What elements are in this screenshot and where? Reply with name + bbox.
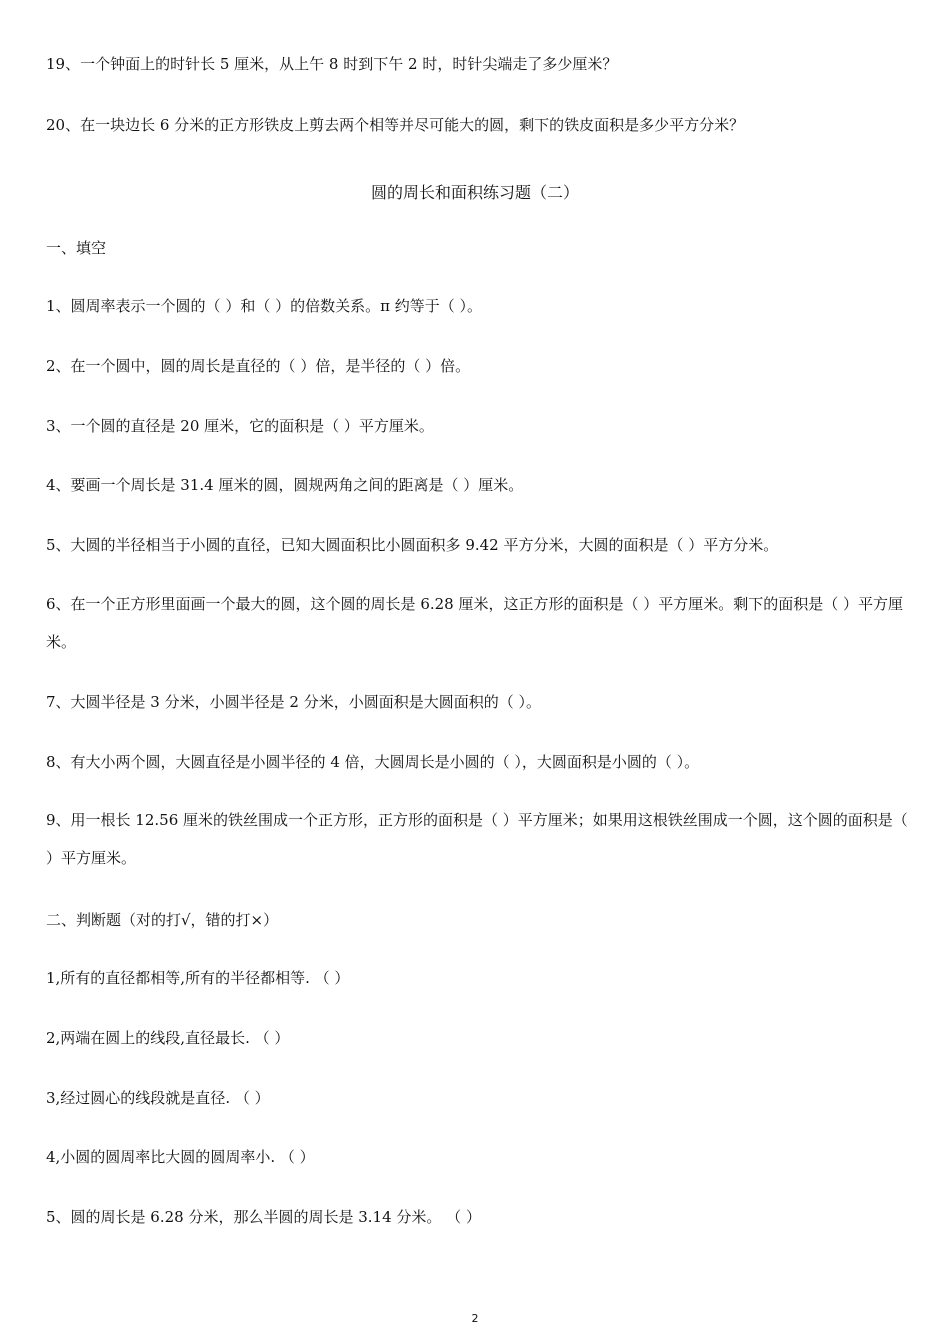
section-title: 圆的周长和面积练习题（二） — [370, 183, 579, 202]
judge-3: 3,经过圆心的线段就是直径. （ ） — [46, 1089, 270, 1107]
page-number: 2 — [471, 1312, 479, 1325]
judge-2: 2,两端在圆上的线段,直径最长. （ ） — [46, 1029, 290, 1047]
question-19: 19、一个钟面上的时针长 5 厘米，从上午 8 时到下午 2 时，时针尖端走了多少厘米？ — [46, 55, 618, 73]
judge-4: 4,小圆的圆周率比大圆的圆周率小. （ ） — [46, 1148, 315, 1166]
part2-heading: 二、判断题（对的打√，错的打×） — [46, 911, 279, 929]
judge-5: 5、圆的周长是 6.28 分米，那么半圆的周长是 3.14 分米。 （ ） — [46, 1208, 481, 1226]
judge-1: 1,所有的直径都相等,所有的半径都相等. （ ） — [46, 969, 350, 987]
part1-heading: 一、填空 — [46, 239, 107, 257]
fill-in-2: 2、在一个圆中，圆的周长是直径的（ ）倍，是半径的（ ）倍。 — [46, 357, 471, 375]
fill-in-7: 7、大圆半径是 3 分米，小圆半径是 2 分米，小圆面积是大圆面积的（ ）。 — [46, 693, 541, 711]
fill-in-3: 3、一个圆的直径是 20 厘米，它的面积是（ ）平方厘米。 — [46, 417, 434, 435]
fill-in-8: 8、有大小两个圆，大圆直径是小圆半径的 4 倍，大圆周长是小圆的（ ），大圆面积是小圆的（ ）。 — [46, 753, 700, 771]
fill-in-6: 6、在一个正方形里面画一个最大的圆，这个圆的周长是 6.28 厘米，这正方形的面积是（ ）平方厘米。剩下的面积是（ ）平方厘米。 — [46, 595, 904, 651]
fill-in-4: 4、要画一个周长是 31.4 厘米的圆，圆规两角之间的距离是（ ）厘米。 — [46, 476, 524, 494]
fill-in-5: 5、大圆的半径相当于小圆的直径，已知大圆面积比小圆面积多 9.42 平方分米，大圆的面积是（ ）平方分米。 — [46, 536, 779, 554]
fill-in-9: 9、用一根长 12.56 厘米的铁丝围成一个正方形，正方形的面积是（ ）平方厘米；如果用这根铁丝围成一个圆，这个圆的面积是（ ）平方厘米。 — [46, 811, 908, 867]
fill-in-1: 1、圆周率表示一个圆的（ ）和（ ）的倍数关系。π 约等于（ ）。 — [46, 297, 482, 315]
question-20: 20、在一块边长 6 分米的正方形铁皮上剪去两个相等并尽可能大的圆，剩下的铁皮面积是多少平方分米？ — [46, 116, 745, 134]
